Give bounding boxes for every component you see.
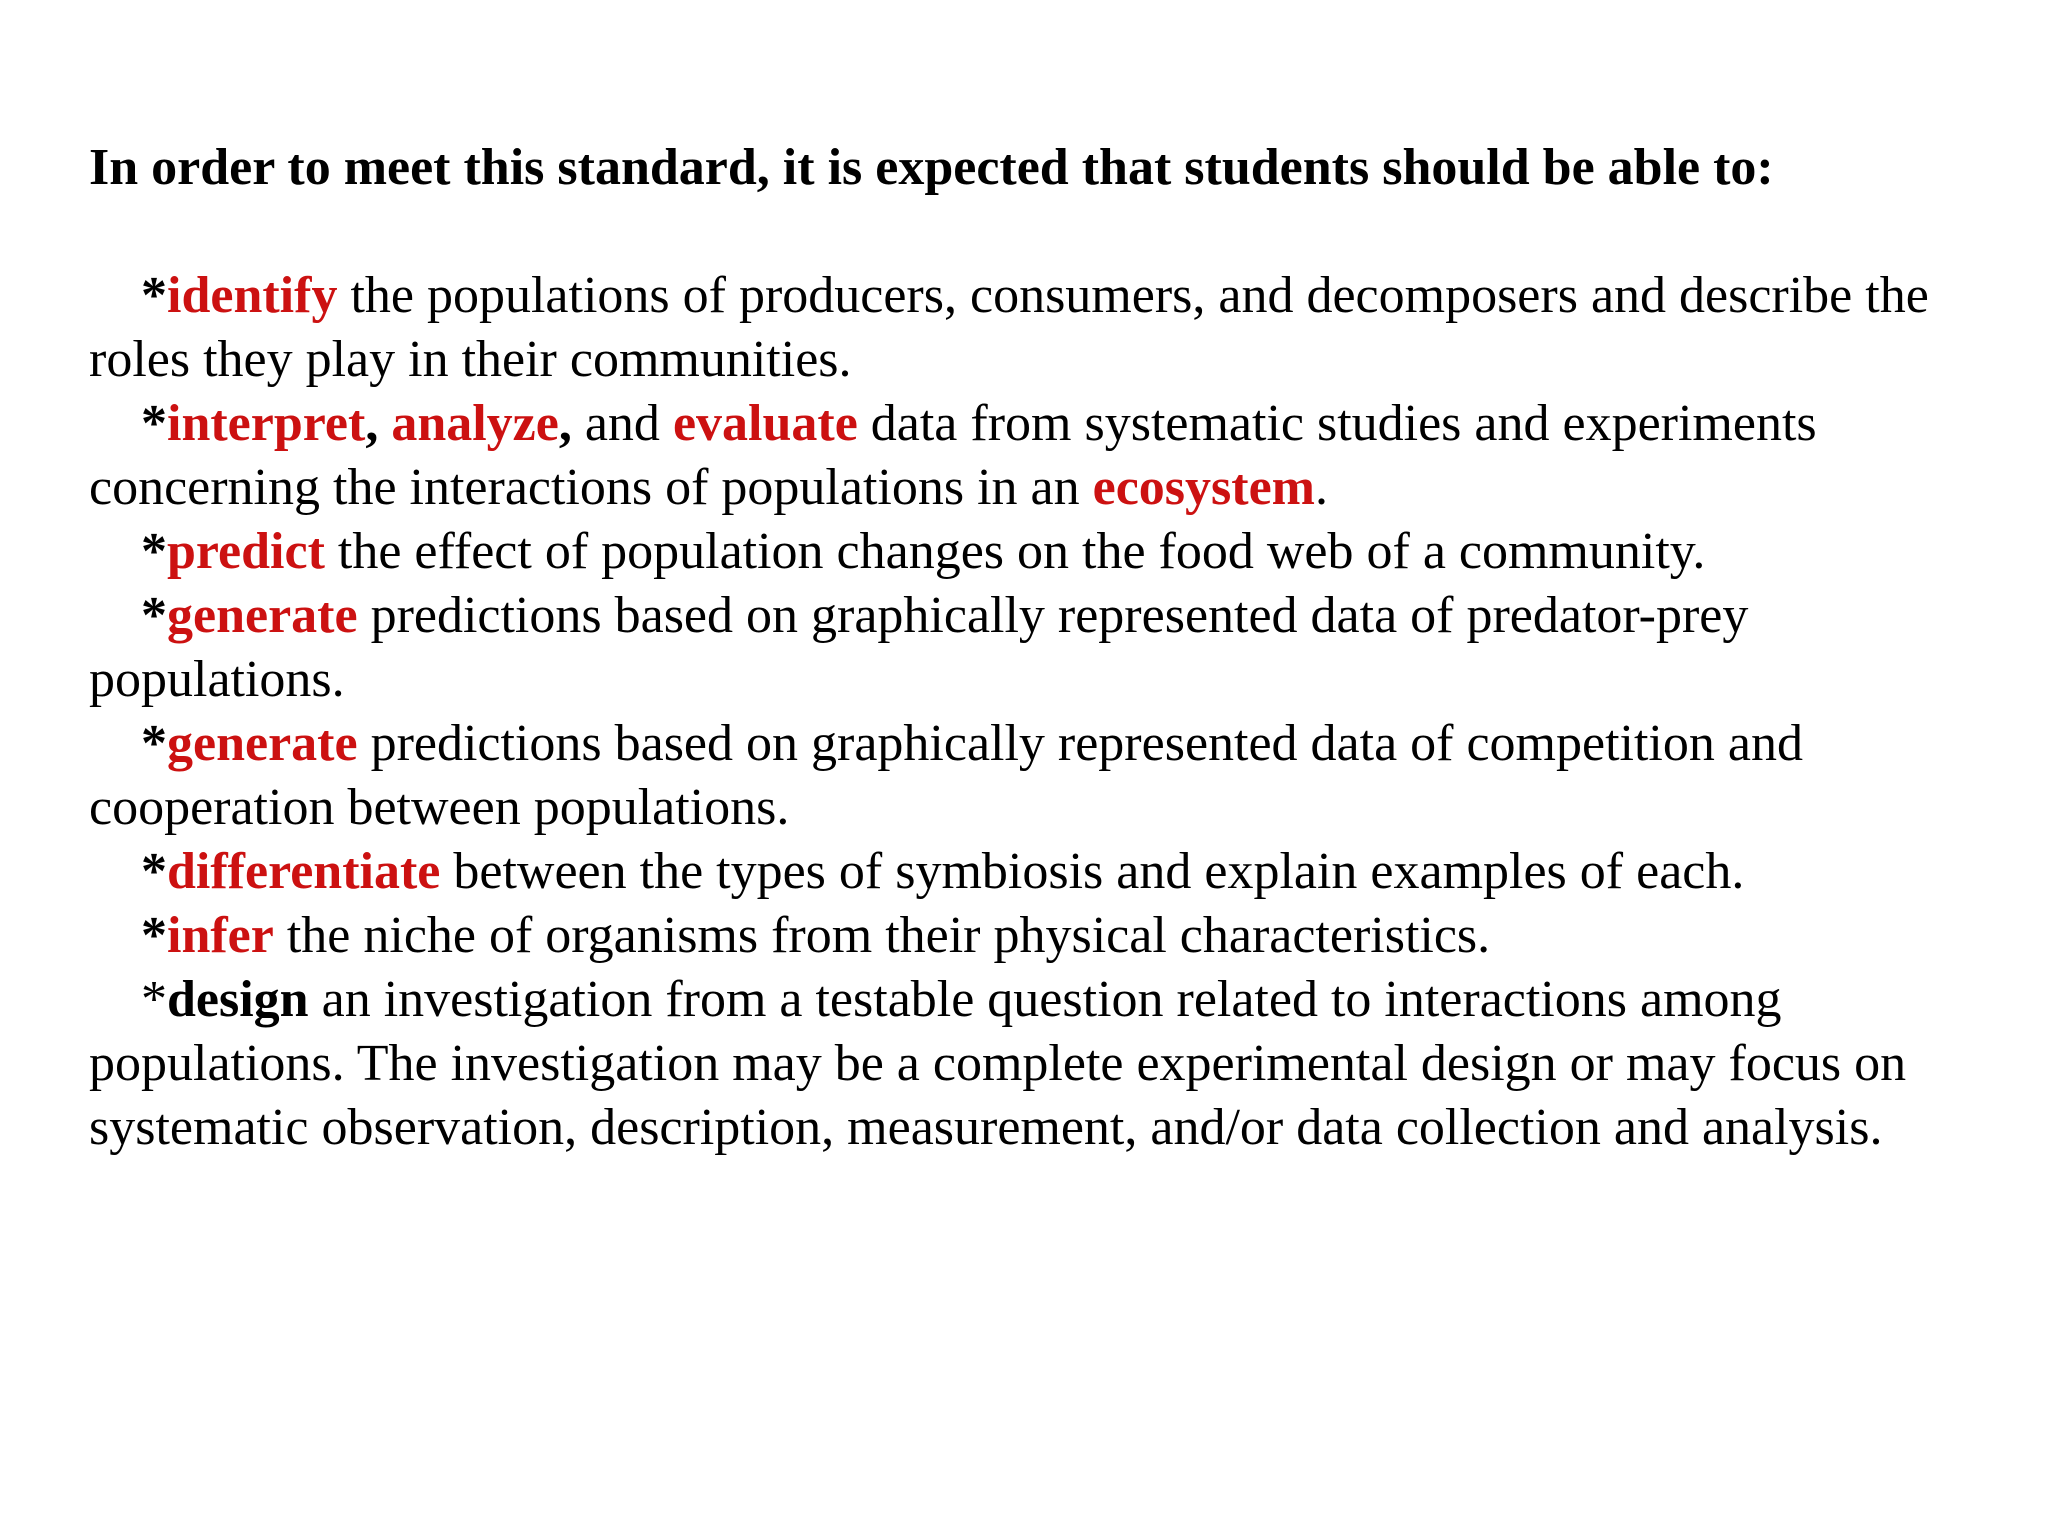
keyword-interpret: interpret	[167, 395, 366, 452]
bullet-marker: *	[141, 971, 167, 1028]
standard-heading: In order to meet this standard, it is expected that students should be able to:	[89, 139, 1774, 196]
comma-separator: ,	[558, 395, 572, 452]
objective-generate-competition	[89, 712, 1989, 840]
objective-end: .	[1314, 459, 1328, 516]
bullet-marker: *	[141, 395, 167, 452]
keyword-generate: generate	[167, 587, 358, 644]
keyword-generate: generate	[167, 715, 358, 772]
objectives-list	[89, 264, 1989, 1160]
keyword-identify: identify	[167, 267, 338, 324]
keyword-design: design	[167, 971, 309, 1028]
objective-text: the niche of organisms from their physical characteristics.	[273, 907, 1491, 964]
objective-text: data from systematic studies and experiments concerning the interactions of populations in an	[89, 395, 1817, 516]
keyword-analyze: analyze	[391, 395, 559, 452]
bullet-marker: *	[141, 587, 167, 644]
objective-identify	[89, 264, 1989, 392]
objective-text: the effect of population changes on the food web of a community.	[324, 523, 1706, 580]
objective-text: between the types of symbiosis and explain examples of each.	[440, 843, 1745, 900]
objective-text: an investigation from a testable question related to interactions among populations. The investigation may be a complete experimental design or may focus on systematic observation, description, measurement, and/or data collection and analysis.	[89, 971, 1907, 1156]
slide-body	[89, 136, 1989, 1160]
keyword-differentiate: differentiate	[167, 843, 441, 900]
objective-generate-predator-prey	[89, 584, 1989, 712]
bullet-marker: *	[141, 715, 167, 772]
bullet-marker: *	[141, 907, 167, 964]
keyword-evaluate: evaluate	[672, 395, 858, 452]
objective-predict	[89, 520, 1989, 584]
objective-text: and	[571, 395, 673, 452]
comma-separator: ,	[365, 395, 379, 452]
objective-infer	[89, 904, 1989, 968]
objective-differentiate	[89, 840, 1989, 904]
objective-text: predictions based on graphically represented data of competition and cooperation between populations.	[89, 715, 1803, 836]
spacer	[89, 200, 1989, 264]
objective-design	[89, 968, 1989, 1160]
objective-text: the populations of producers, consumers, and decomposers and describe the roles they play in their communities.	[89, 267, 1929, 388]
bullet-marker: *	[141, 267, 167, 324]
keyword-predict: predict	[167, 523, 325, 580]
bullet-marker: *	[141, 523, 167, 580]
keyword-ecosystem: ecosystem	[1092, 459, 1315, 516]
bullet-marker: *	[141, 843, 167, 900]
keyword-infer: infer	[167, 907, 274, 964]
objective-text: predictions based on graphically represented data of predator-prey populations.	[89, 587, 1749, 708]
objective-interpret	[89, 392, 1989, 520]
